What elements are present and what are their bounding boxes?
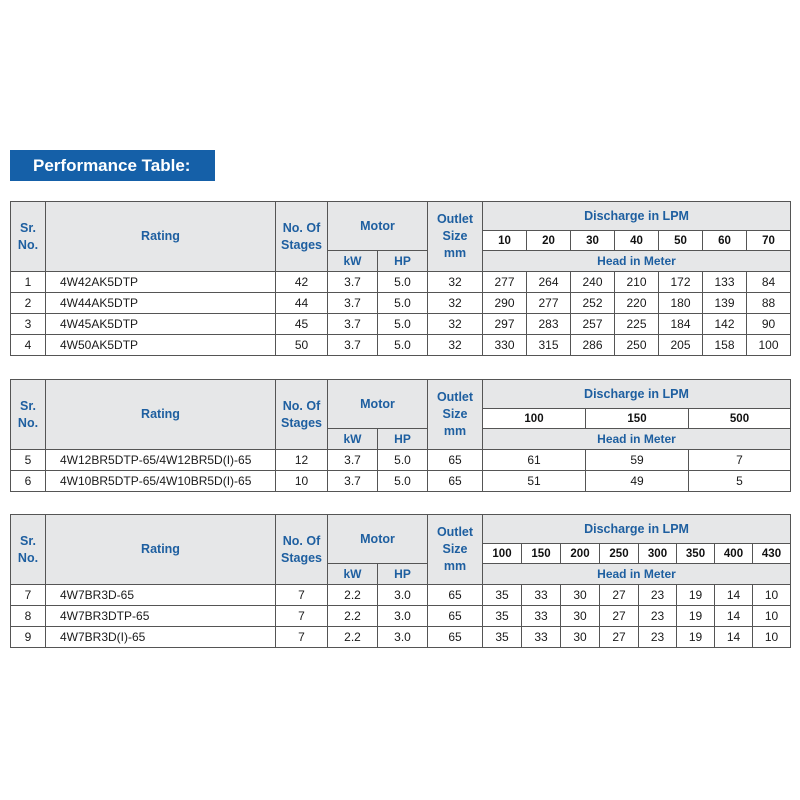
kw-header: kW: [328, 251, 378, 272]
head-cell: 205: [659, 335, 703, 356]
head-cell: 23: [639, 627, 677, 648]
discharge-value: 20: [527, 231, 571, 251]
page-title: Performance Table:: [10, 150, 215, 181]
head-cell: 184: [659, 314, 703, 335]
sr-no-cell: 3: [11, 314, 46, 335]
head-cell: 286: [571, 335, 615, 356]
kw-cell: 2.2: [328, 585, 378, 606]
discharge-value: 60: [703, 231, 747, 251]
sr-no-header: Sr. No.: [11, 202, 46, 272]
head-cell: 33: [522, 606, 561, 627]
head-cell: 5: [689, 471, 791, 492]
head-cell: 59: [586, 450, 689, 471]
outlet-cell: 65: [428, 606, 483, 627]
outlet-cell: 65: [428, 450, 483, 471]
discharge-value: 50: [659, 231, 703, 251]
table-row: [11, 314, 791, 335]
table-row: [11, 471, 791, 492]
table-row: [11, 606, 791, 627]
table-row: [11, 272, 791, 293]
head-cell: 297: [483, 314, 527, 335]
discharge-value: 10: [483, 231, 527, 251]
head-cell: 35: [483, 606, 522, 627]
head-cell: 180: [659, 293, 703, 314]
hp-cell: 5.0: [378, 450, 428, 471]
outlet-cell: 65: [428, 471, 483, 492]
head-cell: 61: [483, 450, 586, 471]
discharge-value: 400: [715, 544, 753, 564]
sr-no-cell: 7: [11, 585, 46, 606]
discharge-header: Discharge in LPM: [483, 202, 791, 231]
table-row: [11, 293, 791, 314]
outlet-cell: 32: [428, 335, 483, 356]
head-header: Head in Meter: [483, 429, 791, 450]
discharge-value: 40: [615, 231, 659, 251]
head-header: Head in Meter: [483, 251, 791, 272]
hp-cell: 3.0: [378, 606, 428, 627]
hp-header: HP: [378, 564, 428, 585]
outlet-cell: 32: [428, 314, 483, 335]
motor-header: Motor: [328, 202, 428, 251]
hp-cell: 5.0: [378, 335, 428, 356]
outlet-cell: 65: [428, 627, 483, 648]
hp-cell: 5.0: [378, 314, 428, 335]
head-cell: 30: [561, 606, 600, 627]
head-cell: 133: [703, 272, 747, 293]
table-row: [11, 450, 791, 471]
hp-cell: 3.0: [378, 627, 428, 648]
discharge-header: Discharge in LPM: [483, 515, 791, 544]
head-cell: 257: [571, 314, 615, 335]
motor-header: Motor: [328, 380, 428, 429]
head-cell: 100: [747, 335, 791, 356]
discharge-value: 200: [561, 544, 600, 564]
head-cell: 10: [753, 585, 791, 606]
head-cell: 315: [527, 335, 571, 356]
hp-cell: 5.0: [378, 272, 428, 293]
kw-header: kW: [328, 564, 378, 585]
rating-cell: 4W10BR5DTP-65/4W10BR5D(I)-65: [46, 471, 276, 492]
sr-no-cell: 9: [11, 627, 46, 648]
performance-table-1: [10, 201, 791, 356]
head-cell: 35: [483, 627, 522, 648]
head-cell: 19: [677, 627, 715, 648]
head-cell: 14: [715, 606, 753, 627]
kw-cell: 3.7: [328, 450, 378, 471]
head-cell: 277: [527, 293, 571, 314]
sr-no-cell: 8: [11, 606, 46, 627]
stages-header: No. Of Stages: [276, 515, 328, 585]
stages-cell: 42: [276, 272, 328, 293]
outlet-cell: 65: [428, 585, 483, 606]
head-cell: 10: [753, 627, 791, 648]
head-header: Head in Meter: [483, 564, 791, 585]
stages-header: No. Of Stages: [276, 380, 328, 450]
rating-cell: 4W50AK5DTP: [46, 335, 276, 356]
discharge-value: 30: [571, 231, 615, 251]
outlet-size-header: Outlet Size mm: [428, 515, 483, 585]
head-cell: 220: [615, 293, 659, 314]
head-cell: 240: [571, 272, 615, 293]
sr-no-cell: 6: [11, 471, 46, 492]
performance-table-3: [10, 514, 791, 648]
head-cell: 14: [715, 627, 753, 648]
head-cell: 23: [639, 606, 677, 627]
hp-header: HP: [378, 251, 428, 272]
sr-no-cell: 2: [11, 293, 46, 314]
table-row: [11, 627, 791, 648]
head-cell: 158: [703, 335, 747, 356]
head-cell: 330: [483, 335, 527, 356]
head-cell: 210: [615, 272, 659, 293]
discharge-value: 150: [522, 544, 561, 564]
discharge-value: 500: [689, 409, 791, 429]
head-cell: 27: [600, 627, 639, 648]
kw-cell: 2.2: [328, 627, 378, 648]
head-cell: 277: [483, 272, 527, 293]
stages-cell: 7: [276, 606, 328, 627]
rating-cell: 4W7BR3DTP-65: [46, 606, 276, 627]
head-cell: 27: [600, 585, 639, 606]
kw-header: kW: [328, 429, 378, 450]
stages-cell: 44: [276, 293, 328, 314]
head-cell: 51: [483, 471, 586, 492]
head-cell: 90: [747, 314, 791, 335]
head-cell: 225: [615, 314, 659, 335]
head-cell: 19: [677, 606, 715, 627]
rating-cell: 4W7BR3D-65: [46, 585, 276, 606]
head-cell: 264: [527, 272, 571, 293]
outlet-size-header: Outlet Size mm: [428, 202, 483, 272]
kw-cell: 3.7: [328, 314, 378, 335]
rating-cell: 4W12BR5DTP-65/4W12BR5D(I)-65: [46, 450, 276, 471]
table-row: [11, 335, 791, 356]
head-cell: 14: [715, 585, 753, 606]
rating-header: Rating: [46, 202, 276, 272]
sr-no-header: Sr. No.: [11, 515, 46, 585]
rating-cell: 4W45AK5DTP: [46, 314, 276, 335]
head-cell: 33: [522, 585, 561, 606]
stages-cell: 7: [276, 627, 328, 648]
kw-cell: 3.7: [328, 471, 378, 492]
rating-header: Rating: [46, 515, 276, 585]
head-cell: 30: [561, 585, 600, 606]
sr-no-header: Sr. No.: [11, 380, 46, 450]
stages-cell: 7: [276, 585, 328, 606]
hp-cell: 5.0: [378, 471, 428, 492]
kw-cell: 3.7: [328, 293, 378, 314]
table-row: [11, 585, 791, 606]
sr-no-cell: 5: [11, 450, 46, 471]
head-cell: 250: [615, 335, 659, 356]
discharge-value: 100: [483, 544, 522, 564]
head-cell: 139: [703, 293, 747, 314]
motor-header: Motor: [328, 515, 428, 564]
head-cell: 290: [483, 293, 527, 314]
head-cell: 252: [571, 293, 615, 314]
rating-cell: 4W44AK5DTP: [46, 293, 276, 314]
stages-cell: 12: [276, 450, 328, 471]
rating-header: Rating: [46, 380, 276, 450]
performance-table-2: [10, 379, 791, 492]
rating-cell: 4W42AK5DTP: [46, 272, 276, 293]
rating-cell: 4W7BR3D(I)-65: [46, 627, 276, 648]
stages-header: No. Of Stages: [276, 202, 328, 272]
sr-no-cell: 4: [11, 335, 46, 356]
head-cell: 27: [600, 606, 639, 627]
head-cell: 142: [703, 314, 747, 335]
discharge-value: 350: [677, 544, 715, 564]
head-cell: 84: [747, 272, 791, 293]
discharge-value: 70: [747, 231, 791, 251]
head-cell: 10: [753, 606, 791, 627]
discharge-value: 100: [483, 409, 586, 429]
head-cell: 23: [639, 585, 677, 606]
hp-cell: 3.0: [378, 585, 428, 606]
head-cell: 49: [586, 471, 689, 492]
head-cell: 35: [483, 585, 522, 606]
head-cell: 33: [522, 627, 561, 648]
outlet-size-header: Outlet Size mm: [428, 380, 483, 450]
head-cell: 88: [747, 293, 791, 314]
discharge-value: 150: [586, 409, 689, 429]
outlet-cell: 32: [428, 293, 483, 314]
discharge-value: 300: [639, 544, 677, 564]
hp-header: HP: [378, 429, 428, 450]
stages-cell: 45: [276, 314, 328, 335]
kw-cell: 3.7: [328, 272, 378, 293]
head-cell: 7: [689, 450, 791, 471]
stages-cell: 50: [276, 335, 328, 356]
sr-no-cell: 1: [11, 272, 46, 293]
head-cell: 19: [677, 585, 715, 606]
outlet-cell: 32: [428, 272, 483, 293]
kw-cell: 3.7: [328, 335, 378, 356]
hp-cell: 5.0: [378, 293, 428, 314]
discharge-value: 250: [600, 544, 639, 564]
discharge-header: Discharge in LPM: [483, 380, 791, 409]
stages-cell: 10: [276, 471, 328, 492]
head-cell: 30: [561, 627, 600, 648]
discharge-value: 430: [753, 544, 791, 564]
kw-cell: 2.2: [328, 606, 378, 627]
head-cell: 283: [527, 314, 571, 335]
head-cell: 172: [659, 272, 703, 293]
